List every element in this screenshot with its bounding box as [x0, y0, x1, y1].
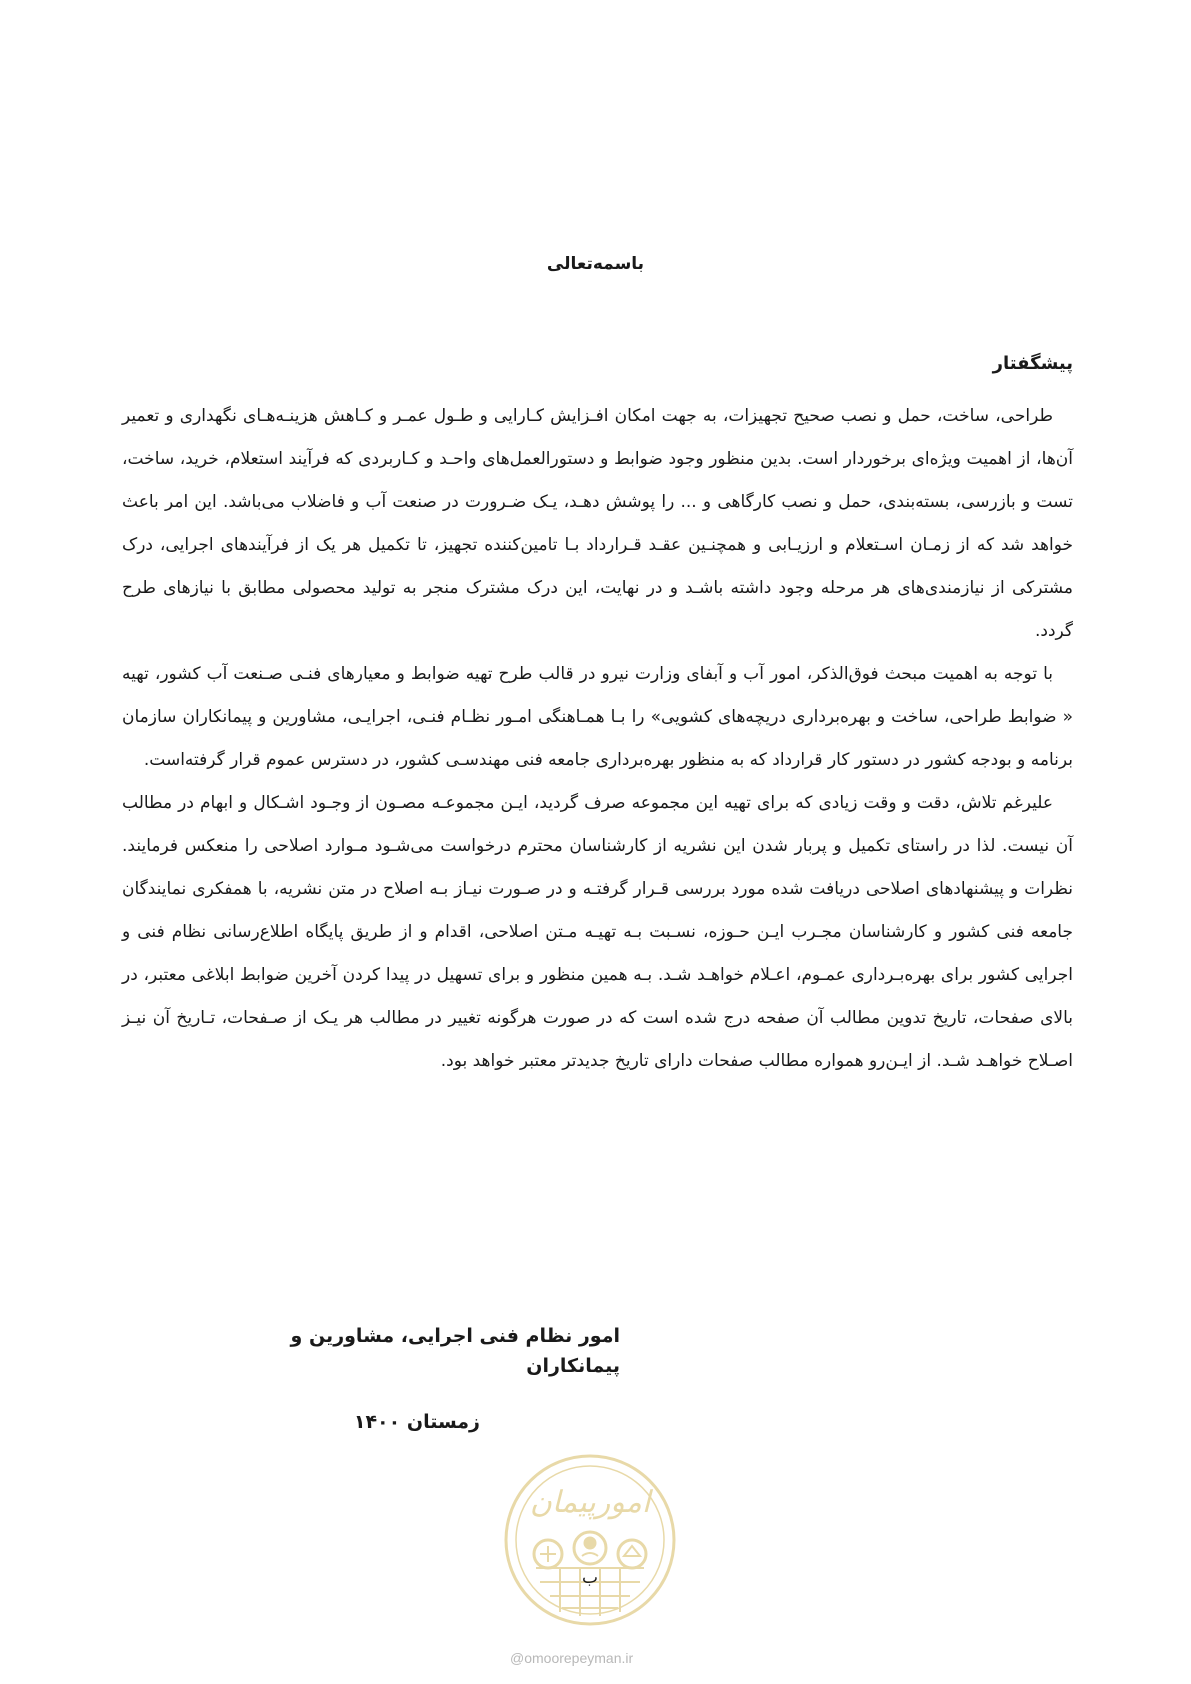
signature-block: [200, 1321, 620, 1437]
signature-organization: امور نظام فنی اجرایی، مشاورین و پیمانکاران: [290, 1325, 620, 1377]
page-number: ب: [582, 1568, 599, 1588]
signature-date: زمستان ۱۴۰۰: [353, 1411, 480, 1433]
section-title: پیشگفتار: [992, 353, 1073, 374]
watermark-url: @omoorepeyman.ir: [510, 1650, 634, 1666]
paragraph-2: با توجه به اهمیت مبحث فوق‌الذکر، امور آب و آبفای وزارت نیرو در قالب طرح تهیه ضوابط و معیارهای فنـی صـنعت آب کشور، تهیه « ضوابط طراحی، ساخت و بهره‌برداری دریچه‌های کشویی» را بـا همـاهنگی امـور نظـام فنـی، اجرایـی، مشاورین و پیمانکاران سازمان برنامه و بودجه کشور در دستور کار قرارداد که به منظور بهره‌برداری جامعه فنی مهندسـی کشور، در دسترس عموم قرار گرفته‌است.: [122, 664, 1073, 770]
paragraph-3: علیرغم تلاش، دقت و وقت زیادی که برای تهیه این مجموعه صرف گردید، ایـن مجموعـه مصـون از وجـود اشـکال و ابهام در مطالب آن نیست. لذا در راستای تکمیل و پربار شدن این نشریه از کارشناسان محترم درخواست می‌شـود مـوارد اصلاحی را منعکس فرمایند. نظرات و پیشنهادهای اصلاحی دریافت شده مورد بررسی قـرار گرفتـه و در صـورت نیـاز بـه اصلاح در متن نشریه، با همفکری نمایندگان جامعه فنی کشور و کارشناسان مجـرب ایـن حـوزه، نسـبت بـه تهیـه مـتن اصلاحی، اقدام و از طریق پایگاه اطلاع‌رسانی نظام فنی و اجرایی کشور برای بهره‌بـرداری عمـوم، اعـلام خواهـد شـد. بـه همین منظور و برای تسهیل در پیدا کردن آخرین ضوابط ابلاغی معتبر، در بالای صفحات، تاریخ تدوین مطالب آن صفحه درج شده است که در صورت هرگونه تغییر در مطالب هر یـک از صـفحات، تـاریخ آن نیـز اصـلاح خواهـد شـد. از ایـن‌رو همواره مطالب صفحات دارای تاریخ جدیدتر معتبر خواهد بود.: [122, 793, 1073, 1071]
seal-text: امورپیمان: [529, 1485, 651, 1520]
paragraph-1: طراحی، ساخت، حمل و نصب صحیح تجهیزات، به جهت امکان افـزایش کـارایی و طـول عمـر و کـاهش هزینـه‌هـای نگهداری و تعمیر آن‌ها، از اهمیت ویژه‌ای برخوردار است. بدین منظور وجود ضوابط و دستورالعمل‌های واحـد و کـاربردی که فرآیند استعلام، خرید، ساخت، تست و بازرسی، بسته‌بندی، حمل و نصب کارگاهی و ... را پوشش دهـد، یـک ضـرورت در صنعت آب و فاضلاب می‌باشد. این امر باعث خواهد شد که از زمـان اسـتعلام و ارزیـابی و همچنـین عقـد قـرارداد بـا تامین‌کننده تجهیز، تا تکمیل هر یک از فرآیندهای اجرایی، درک مشترکی از نیازمندی‌های هر مرحله وجود داشته باشـد و در نهایت، این درک مشترک منجر به تولید محصولی مطابق با نیازهای طرح گردد.: [122, 406, 1073, 641]
seal-watermark-icon: [500, 1450, 680, 1630]
invocation-heading: باسمه‌تعالی: [546, 254, 645, 274]
body-text: [122, 395, 1073, 1083]
